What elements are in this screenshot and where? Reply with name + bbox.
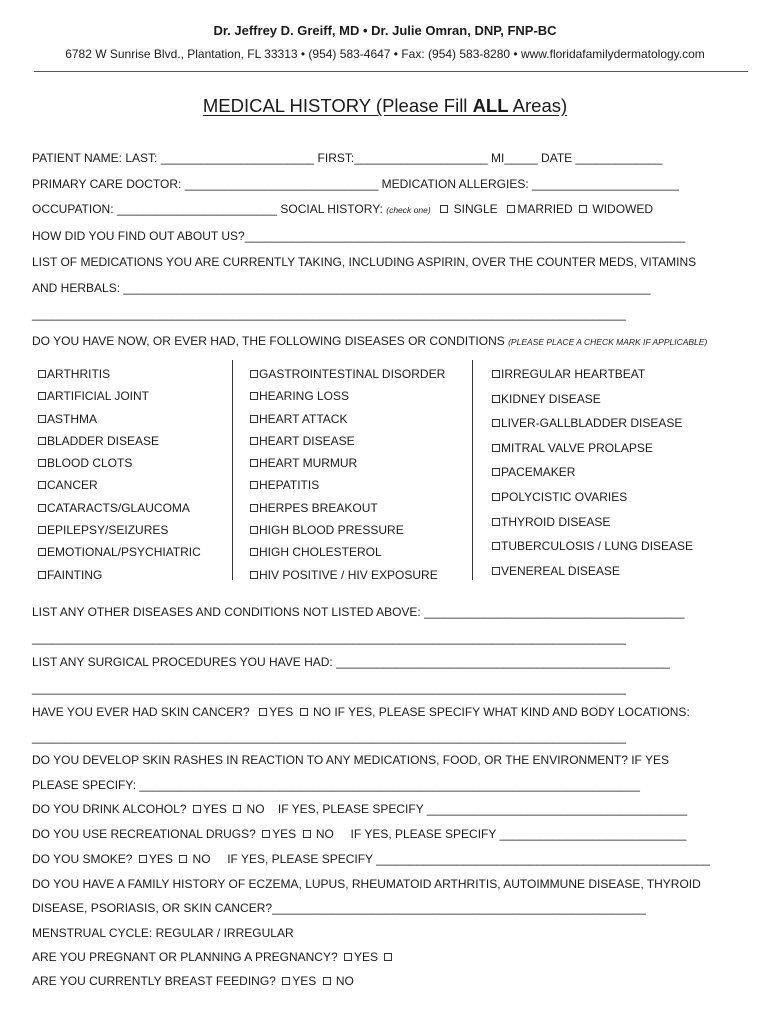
- condition-item[interactable]: [250, 477, 445, 499]
- skin-cancer-extra-line[interactable]: _________________________________________________________________________________________: [32, 730, 626, 744]
- condition-item[interactable]: [492, 366, 693, 391]
- condition-checkbox[interactable]: [250, 548, 258, 556]
- condition-item[interactable]: [492, 415, 693, 440]
- column-divider: [472, 360, 473, 580]
- condition-label: CANCER: [47, 478, 98, 493]
- condition-label: ARTIFICIAL JOINT: [47, 389, 150, 404]
- condition-label: THYROID DISEASE: [501, 514, 611, 529]
- alcohol-row: DO YOU DRINK ALCOHOL? YES NO IF YES, PLEASE SPECIFY _______________________________________: [32, 802, 688, 816]
- condition-checkbox[interactable]: [38, 526, 46, 534]
- header-divider: [34, 71, 748, 72]
- condition-checkbox[interactable]: [38, 437, 46, 445]
- alcohol-no-checkbox[interactable]: [233, 805, 241, 813]
- clinic-contact: 6782 W Sunrise Blvd., Plantation, FL 33313 • (954) 583-4647 • Fax: (954) 583-8280 • www.floridafamilydermatology.com: [65, 47, 705, 61]
- surgical-extra-line[interactable]: _________________________________________________________________________________________: [32, 681, 626, 695]
- check-one-note: (check one): [386, 205, 431, 215]
- other-diseases-field[interactable]: LIST ANY OTHER DISEASES AND CONDITIONS NOT LISTED ABOVE: _______________________________________: [32, 605, 685, 619]
- condition-label: EMOTIONAL/PSYCHIATRIC: [47, 545, 201, 560]
- condition-item[interactable]: [38, 411, 201, 433]
- smoke-row: DO YOU SMOKE? YES NO IF YES, PLEASE SPECIFY __________________________________________________: [32, 852, 710, 866]
- condition-item[interactable]: [250, 567, 445, 589]
- drugs-row: DO YOU USE RECREATIONAL DRUGS? YES NO IF YES, PLEASE SPECIFY ____________________________: [32, 827, 687, 841]
- condition-label: VENEREAL DISEASE: [501, 563, 620, 578]
- condition-label: CATARACTS/GLAUCOMA: [47, 500, 190, 515]
- find-us-field[interactable]: HOW DID YOU FIND OUT ABOUT US?__________________________________________________________________: [32, 229, 686, 243]
- condition-label: HIV POSITIVE / HIV EXPOSURE: [259, 567, 438, 582]
- conditions-column-3: [492, 366, 693, 587]
- patient-name-field[interactable]: PATIENT NAME: LAST: _______________________ FIRST:____________________ MI_____ DATE _____________: [32, 151, 663, 165]
- condition-label: LIVER-GALLBLADDER DISEASE: [501, 416, 683, 431]
- condition-checkbox[interactable]: [250, 392, 258, 400]
- condition-checkbox[interactable]: [492, 493, 500, 501]
- condition-item[interactable]: [492, 514, 693, 539]
- condition-checkbox[interactable]: [250, 459, 258, 467]
- condition-label: POLYCISTIC OVARIES: [501, 489, 628, 504]
- condition-item[interactable]: [492, 440, 693, 465]
- condition-label: IRREGULAR HEARTBEAT: [501, 367, 646, 381]
- conditions-column-1: [38, 366, 201, 589]
- occupation-field[interactable]: OCCUPATION: ________________________ SOCIAL HISTORY:: [32, 202, 383, 216]
- clinic-header: [0, 22, 770, 63]
- condition-checkbox[interactable]: [492, 518, 500, 526]
- condition-checkbox[interactable]: [38, 504, 46, 512]
- condition-label: HEART ATTACK: [259, 411, 348, 426]
- condition-label: GASTROINTESTINAL DISORDER: [259, 367, 446, 381]
- drugs-no-checkbox[interactable]: [303, 830, 311, 838]
- condition-checkbox[interactable]: [250, 526, 258, 534]
- condition-label: HEARING LOSS: [259, 389, 350, 404]
- diseases-question: DO YOU HAVE NOW, OR EVER HAD, THE FOLLOWING DISEASES OR CONDITIONS (PLEASE PLACE A CHECK MARK IF APPLICABLE): [32, 334, 708, 348]
- condition-checkbox[interactable]: [250, 415, 258, 423]
- condition-item[interactable]: [250, 500, 445, 522]
- skin-cancer-row: HAVE YOU EVER HAD SKIN CANCER? YES NO IF YES, PLEASE SPECIFY WHAT KIND AND BODY LOCATIONS:: [32, 705, 690, 719]
- condition-checkbox[interactable]: [38, 392, 46, 400]
- condition-item[interactable]: [492, 563, 693, 588]
- family-history-field[interactable]: DISEASE, PSORIASIS, OR SKIN CANCER?________________________________________________________: [32, 901, 646, 915]
- condition-checkbox[interactable]: [250, 437, 258, 445]
- condition-item[interactable]: [250, 544, 445, 566]
- medications-extra-line[interactable]: _________________________________________________________________________________________: [32, 307, 626, 321]
- pregnancy-row: ARE YOU PREGNANT OR PLANNING A PREGNANCY? YES: [32, 949, 394, 965]
- condition-label: TUBERCULOSIS / LUNG DISEASE: [501, 539, 694, 554]
- widowed-checkbox[interactable]: [579, 205, 587, 213]
- other-diseases-extra-line[interactable]: _________________________________________________________________________________________: [32, 631, 626, 645]
- condition-checkbox[interactable]: [38, 571, 46, 579]
- pregnant-yes-checkbox[interactable]: [344, 953, 352, 961]
- condition-checkbox[interactable]: [38, 415, 46, 423]
- condition-item[interactable]: [38, 433, 201, 455]
- skin-cancer-no-checkbox[interactable]: [300, 708, 308, 716]
- conditions-column-2: [250, 366, 445, 589]
- condition-checkbox[interactable]: [492, 419, 500, 427]
- condition-label: ARTHRITIS: [47, 367, 111, 381]
- alcohol-yes-checkbox[interactable]: [193, 805, 201, 813]
- condition-label: ASTHMA: [47, 411, 98, 426]
- condition-checkbox[interactable]: [492, 370, 500, 378]
- condition-item[interactable]: [492, 464, 693, 489]
- medications-label: LIST OF MEDICATIONS YOU ARE CURRENTLY TAKING, INCLUDING ASPIRIN, OVER THE COUNTER MEDS, VITAMINS: [32, 255, 697, 269]
- condition-item[interactable]: [38, 522, 201, 544]
- condition-checkbox[interactable]: [492, 567, 500, 575]
- condition-label: FAINTING: [47, 567, 103, 582]
- menstrual-cycle: MENSTRUAL CYCLE: REGULAR / IRREGULAR: [32, 926, 294, 940]
- condition-checkbox[interactable]: [38, 481, 46, 489]
- smoke-no-checkbox[interactable]: [179, 855, 187, 863]
- condition-item[interactable]: [38, 455, 201, 477]
- smoke-yes-checkbox[interactable]: [139, 855, 147, 863]
- condition-item[interactable]: [250, 388, 445, 410]
- column-divider: [232, 360, 233, 580]
- condition-item[interactable]: [250, 455, 445, 477]
- condition-checkbox[interactable]: [250, 370, 258, 378]
- condition-label: MITRAL VALVE PROLAPSE: [501, 440, 653, 455]
- condition-item[interactable]: [38, 477, 201, 499]
- condition-item[interactable]: [38, 366, 201, 388]
- single-checkbox[interactable]: [440, 205, 448, 213]
- condition-checkbox[interactable]: [250, 504, 258, 512]
- condition-label: HERPES BREAKOUT: [259, 500, 378, 515]
- condition-label: HEART MURMUR: [259, 456, 358, 471]
- condition-item[interactable]: [492, 538, 693, 563]
- condition-item[interactable]: [38, 544, 201, 566]
- breastfeeding-no-checkbox[interactable]: [323, 977, 331, 985]
- condition-label: PACEMAKER: [501, 465, 576, 480]
- family-history-question: DO YOU HAVE A FAMILY HISTORY OF ECZEMA, LUPUS, RHEUMATOID ARTHRITIS, AUTOIMMUNE DISEASE, THYROID: [32, 877, 701, 891]
- condition-checkbox[interactable]: [492, 468, 500, 476]
- condition-item[interactable]: [38, 388, 201, 410]
- rashes-specify-field[interactable]: PLEASE SPECIFY: ___________________________________________________________________________: [32, 778, 640, 792]
- condition-checkbox[interactable]: [250, 481, 258, 489]
- condition-item[interactable]: [38, 567, 201, 589]
- condition-checkbox[interactable]: [38, 459, 46, 467]
- condition-label: KIDNEY DISEASE: [501, 391, 601, 406]
- condition-item[interactable]: [492, 391, 693, 416]
- pregnant-no-checkbox[interactable]: [384, 953, 392, 961]
- condition-label: EPILEPSY/SEIZURES: [47, 523, 169, 538]
- alcohol-specify-field[interactable]: IF YES, PLEASE SPECIFY _______________________________________: [277, 802, 688, 816]
- condition-item[interactable]: [38, 500, 201, 522]
- title-main: MEDICAL HISTORY: [202, 95, 371, 116]
- condition-checkbox[interactable]: [492, 542, 500, 550]
- skin-cancer-yes-checkbox[interactable]: [259, 708, 267, 716]
- doctor-names: Dr. Jeffrey D. Greiff, MD • Dr. Julie Omran, DNP, FNP-BC: [213, 23, 557, 38]
- condition-checkbox[interactable]: [38, 370, 46, 378]
- page-title: MEDICAL HISTORY (Please Fill ALL Areas): [202, 95, 568, 116]
- herbals-field[interactable]: AND HERBALS: _______________________________________________________________________________: [32, 281, 651, 295]
- occupation-row: OCCUPATION: ________________________ SOCIAL HISTORY: (check one) SINGLE MARRIED WIDOWED: [32, 202, 654, 216]
- condition-checkbox[interactable]: [492, 395, 500, 403]
- condition-label: HEPATITIS: [259, 478, 320, 493]
- married-checkbox[interactable]: [507, 205, 515, 213]
- condition-item[interactable]: [250, 411, 445, 433]
- breastfeeding-row: ARE YOU CURRENTLY BREAST FEEDING? YES NO: [32, 974, 354, 988]
- condition-item[interactable]: [250, 433, 445, 455]
- surgical-field[interactable]: LIST ANY SURGICAL PROCEDURES YOU HAVE HAD: __________________________________________________: [32, 655, 670, 669]
- condition-checkbox[interactable]: [250, 571, 258, 579]
- condition-label: BLOOD CLOTS: [47, 456, 133, 471]
- primary-doctor-field[interactable]: PRIMARY CARE DOCTOR: _____________________________ MEDICATION ALLERGIES: ______________________: [32, 177, 679, 191]
- condition-label: HEART DISEASE: [259, 433, 355, 448]
- condition-checkbox[interactable]: [492, 444, 500, 452]
- condition-label: HIGH CHOLESTEROL: [259, 545, 382, 560]
- condition-checkbox[interactable]: [38, 548, 46, 556]
- condition-item[interactable]: [250, 366, 445, 388]
- condition-item[interactable]: [250, 522, 445, 544]
- condition-label: HIGH BLOOD PRESSURE: [259, 523, 404, 538]
- condition-label: BLADDER DISEASE: [47, 433, 160, 448]
- condition-item[interactable]: [492, 489, 693, 514]
- drugs-specify-field[interactable]: IF YES, PLEASE SPECIFY ____________________________: [350, 827, 687, 841]
- smoke-specify-field[interactable]: IF YES, PLEASE SPECIFY __________________________________________________: [227, 852, 710, 866]
- rashes-question: DO YOU DEVELOP SKIN RASHES IN REACTION TO ANY MEDICATIONS, FOOD, OR THE ENVIRONMENT? IF YES: [32, 753, 670, 767]
- breastfeeding-yes-checkbox[interactable]: [282, 977, 290, 985]
- drugs-yes-checkbox[interactable]: [262, 830, 270, 838]
